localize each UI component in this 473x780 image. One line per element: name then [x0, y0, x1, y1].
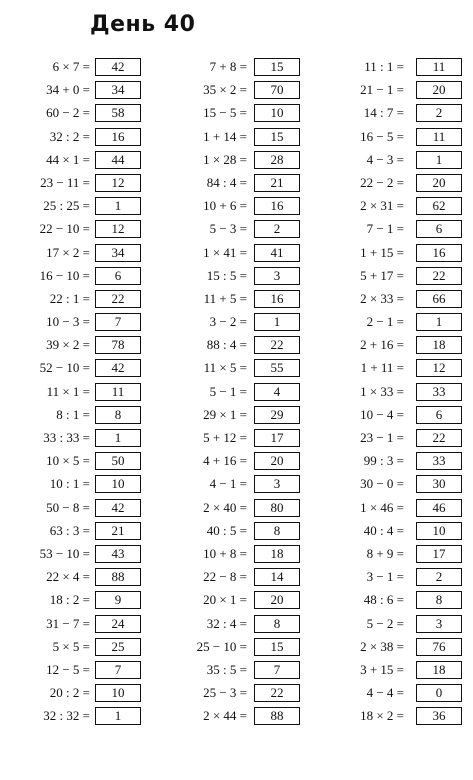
- answer-box[interactable]: 80: [254, 499, 300, 517]
- exercise-row: [157, 126, 314, 149]
- exercise-expression: 32 : 32 =: [43, 708, 90, 724]
- exercise-row: [0, 543, 157, 566]
- exercise-expression: 22 − 10 =: [39, 221, 90, 237]
- exercise-row: [157, 520, 314, 543]
- exercise-expression: 6 × 7 =: [52, 59, 90, 74]
- exercise-expression: 5 × 5 =: [52, 638, 90, 654]
- exercise-row: [314, 334, 471, 357]
- exercise-row: [157, 613, 314, 636]
- exercise-expression: 10 × 5 =: [46, 453, 90, 469]
- answer-box[interactable]: 25: [95, 638, 141, 656]
- exercise-row: [157, 566, 314, 589]
- answer-box[interactable]: 7: [254, 661, 300, 679]
- exercise-row: [0, 172, 157, 195]
- exercise-row: [314, 242, 471, 265]
- exercise-expression: 15 − 5 =: [203, 105, 247, 121]
- exercise-row: [314, 427, 471, 450]
- exercise-expression: 5 − 3 =: [209, 221, 247, 237]
- exercise-expression: 5 − 2 =: [366, 615, 404, 631]
- exercise-row: [157, 218, 314, 241]
- exercise-expression: 16 − 10 =: [39, 267, 90, 283]
- exercise-expression: 2 − 1 =: [366, 314, 404, 330]
- exercise-row: [314, 126, 471, 149]
- exercise-row: [157, 265, 314, 288]
- exercise-row: [314, 149, 471, 172]
- answer-box[interactable]: 17: [254, 429, 300, 447]
- exercise-expression: 18 : 2 =: [49, 592, 90, 608]
- exercise-row: [157, 381, 314, 404]
- answer-box[interactable]: 20: [254, 452, 300, 470]
- answer-box[interactable]: 3: [254, 267, 300, 285]
- exercise-expression: 63 : 3 =: [49, 522, 90, 538]
- exercise-expression: 16 − 5 =: [360, 128, 404, 144]
- answer-box[interactable]: 0: [416, 684, 462, 702]
- answer-box[interactable]: 20: [416, 174, 462, 192]
- answer-box[interactable]: 1: [254, 313, 300, 331]
- answer-box[interactable]: 50: [95, 452, 141, 470]
- exercise-expression: 23 − 11 =: [40, 174, 90, 190]
- exercise-expression: 4 − 3 =: [366, 151, 404, 167]
- exercise-expression: 40 : 4 =: [363, 522, 404, 538]
- answer-box[interactable]: 6: [416, 406, 462, 424]
- exercise-row: [157, 79, 314, 102]
- exercise-expression: 10 + 8 =: [203, 545, 247, 561]
- exercise-row: [157, 288, 314, 311]
- exercise-row: [314, 79, 471, 102]
- exercise-expression: 40 : 5 =: [206, 522, 247, 538]
- answer-box[interactable]: 6: [95, 267, 141, 285]
- exercise-row: [0, 427, 157, 450]
- exercise-row: [0, 473, 157, 496]
- answer-box[interactable]: 34: [95, 81, 141, 99]
- answer-box[interactable]: 21: [95, 522, 141, 540]
- exercise-row: [314, 357, 471, 380]
- exercise-row: [157, 242, 314, 265]
- answer-box[interactable]: 4: [254, 383, 300, 401]
- answer-box[interactable]: 6: [416, 220, 462, 238]
- exercise-row: [0, 102, 157, 125]
- answer-box[interactable]: 8: [416, 591, 462, 609]
- exercise-row: [314, 659, 471, 682]
- answer-box[interactable]: 28: [254, 151, 300, 169]
- answer-box[interactable]: 88: [95, 568, 141, 586]
- answer-box[interactable]: 10: [254, 104, 300, 122]
- exercise-expression: 8 + 9 =: [366, 545, 404, 561]
- exercise-expression: 35 × 2 =: [203, 82, 247, 98]
- answer-box[interactable]: 8: [254, 615, 300, 633]
- answer-box[interactable]: 22: [416, 429, 462, 447]
- exercise-expression: 4 − 4 =: [366, 685, 404, 701]
- answer-box[interactable]: 21: [254, 174, 300, 192]
- exercise-expression: 12 − 5 =: [46, 661, 90, 677]
- exercise-row: [157, 404, 314, 427]
- exercise-expression: 33 : 33 =: [43, 430, 90, 445]
- answer-box[interactable]: 11: [416, 128, 462, 146]
- answer-box[interactable]: 41: [254, 244, 300, 262]
- exercise-expression: 18 × 2 =: [360, 708, 404, 724]
- answer-box[interactable]: 8: [254, 522, 300, 540]
- answer-box[interactable]: 22: [416, 267, 462, 285]
- exercise-row: [0, 659, 157, 682]
- exercise-row: [0, 242, 157, 265]
- answer-box[interactable]: 18: [416, 661, 462, 679]
- exercise-expression: 1 + 11 =: [360, 360, 404, 376]
- exercise-expression: 32 : 4 =: [206, 615, 247, 631]
- answer-box[interactable]: 10: [95, 475, 141, 493]
- answer-box[interactable]: 16: [254, 290, 300, 308]
- answer-box[interactable]: 3: [254, 475, 300, 493]
- exercise-row: [0, 450, 157, 473]
- answer-box[interactable]: 42: [95, 58, 141, 76]
- answer-box[interactable]: 8: [95, 406, 141, 424]
- answer-box[interactable]: 46: [416, 499, 462, 517]
- exercise-expression: 2 × 31 =: [360, 198, 404, 214]
- answer-box[interactable]: 88: [254, 707, 300, 725]
- answer-box[interactable]: 22: [95, 290, 141, 308]
- exercise-row: [157, 102, 314, 125]
- exercise-expression: 11 × 5 =: [203, 360, 247, 376]
- exercise-expression: 29 × 1 =: [203, 406, 247, 422]
- exercise-expression: 11 : 1 =: [364, 59, 404, 74]
- answer-box[interactable]: 1: [95, 707, 141, 725]
- exercise-row: [0, 311, 157, 334]
- answer-box[interactable]: 2: [254, 220, 300, 238]
- answer-box[interactable]: 7: [95, 313, 141, 331]
- exercise-row: [314, 102, 471, 125]
- exercise-row: [157, 172, 314, 195]
- exercise-expression: 34 + 0 =: [46, 82, 90, 98]
- exercise-row: [157, 497, 314, 520]
- exercise-expression: 10 − 4 =: [360, 406, 404, 422]
- answer-box[interactable]: 12: [416, 359, 462, 377]
- exercise-row: [314, 265, 471, 288]
- exercise-expression: 53 − 10 =: [39, 545, 90, 561]
- exercise-row: [314, 195, 471, 218]
- exercise-expression: 3 − 1 =: [366, 569, 404, 585]
- exercise-row: [0, 126, 157, 149]
- answer-box[interactable]: 16: [254, 197, 300, 215]
- exercise-expression: 10 : 1 =: [49, 476, 90, 492]
- exercise-expression: 2 × 33 =: [360, 290, 404, 306]
- exercise-expression: 25 − 10 =: [196, 638, 247, 654]
- exercise-expression: 7 + 8 =: [209, 59, 247, 74]
- exercise-expression: 2 × 38 =: [360, 638, 404, 654]
- answer-box[interactable]: 14: [254, 568, 300, 586]
- answer-box[interactable]: 11: [416, 58, 462, 76]
- exercise-row: [0, 636, 157, 659]
- exercise-row: [314, 404, 471, 427]
- exercise-row: [0, 195, 157, 218]
- answer-box[interactable]: 36: [416, 707, 462, 725]
- exercise-row: [314, 682, 471, 705]
- exercise-row: [314, 450, 471, 473]
- answer-box[interactable]: 58: [95, 104, 141, 122]
- exercise-expression: 25 − 3 =: [203, 685, 247, 701]
- answer-box[interactable]: 20: [254, 591, 300, 609]
- exercise-expression: 60 − 2 =: [46, 105, 90, 121]
- answer-box[interactable]: 55: [254, 359, 300, 377]
- exercise-expression: 84 : 4 =: [206, 174, 247, 190]
- exercise-row: [0, 381, 157, 404]
- answer-box[interactable]: 18: [254, 545, 300, 563]
- exercise-column-3: [314, 56, 471, 728]
- exercise-expression: 3 − 2 =: [209, 314, 247, 330]
- exercise-row: [314, 636, 471, 659]
- exercise-expression: 10 + 6 =: [203, 198, 247, 214]
- exercise-row: [314, 543, 471, 566]
- exercise-row: [157, 56, 314, 79]
- exercise-expression: 4 + 16 =: [203, 453, 247, 469]
- exercise-row: [314, 288, 471, 311]
- answer-box[interactable]: 78: [95, 336, 141, 354]
- exercise-row: [314, 613, 471, 636]
- answer-box[interactable]: 22: [254, 336, 300, 354]
- exercise-row: [0, 265, 157, 288]
- answer-box[interactable]: 33: [416, 452, 462, 470]
- exercise-expression: 1 × 46 =: [360, 499, 404, 515]
- exercise-row: [157, 311, 314, 334]
- exercise-expression: 32 : 2 =: [49, 128, 90, 144]
- exercise-row: [314, 218, 471, 241]
- exercise-row: [157, 659, 314, 682]
- exercise-expression: 8 : 1 =: [56, 406, 90, 422]
- answer-box[interactable]: 11: [95, 383, 141, 401]
- answer-box[interactable]: 76: [416, 638, 462, 656]
- answer-box[interactable]: 62: [416, 197, 462, 215]
- answer-box[interactable]: 10: [95, 684, 141, 702]
- exercise-expression: 22 − 8 =: [203, 569, 247, 585]
- exercise-row: [0, 288, 157, 311]
- exercise-row: [0, 404, 157, 427]
- exercise-expression: 15 : 5 =: [206, 267, 247, 283]
- exercise-expression: 35 : 5 =: [206, 661, 247, 677]
- exercise-expression: 10 − 3 =: [46, 314, 90, 330]
- answer-box[interactable]: 16: [95, 128, 141, 146]
- exercise-expression: 20 × 1 =: [203, 592, 247, 608]
- exercise-row: [314, 473, 471, 496]
- answer-box[interactable]: 30: [416, 475, 462, 493]
- answer-box[interactable]: 17: [416, 545, 462, 563]
- exercise-expression: 22 × 4 =: [46, 569, 90, 585]
- exercise-row: [157, 636, 314, 659]
- answer-box[interactable]: 18: [416, 336, 462, 354]
- exercise-row: [314, 520, 471, 543]
- exercise-expression: 11 × 1 =: [46, 383, 90, 399]
- answer-box[interactable]: 1: [95, 197, 141, 215]
- exercise-expression: 3 + 15 =: [360, 661, 404, 677]
- answer-box[interactable]: 16: [416, 244, 462, 262]
- exercise-expression: 31 − 7 =: [46, 615, 90, 631]
- answer-box[interactable]: 34: [95, 244, 141, 262]
- answer-box[interactable]: 22: [254, 684, 300, 702]
- exercise-expression: 25 : 25 =: [43, 198, 90, 214]
- exercise-expression: 2 × 44 =: [203, 708, 247, 724]
- exercise-row: [157, 195, 314, 218]
- answer-box[interactable]: 12: [95, 174, 141, 192]
- exercise-expression: 21 − 1 =: [360, 82, 404, 98]
- answer-box[interactable]: 12: [95, 220, 141, 238]
- answer-box[interactable]: 44: [95, 151, 141, 169]
- answer-box[interactable]: 29: [254, 406, 300, 424]
- exercise-expression: 14 : 7 =: [363, 105, 404, 121]
- exercise-row: [157, 705, 314, 728]
- exercise-row: [0, 497, 157, 520]
- exercise-expression: 5 + 12 =: [203, 430, 247, 445]
- exercise-row: [314, 381, 471, 404]
- exercise-row: [157, 450, 314, 473]
- exercise-row: [157, 682, 314, 705]
- answer-box[interactable]: 15: [254, 58, 300, 76]
- answer-box[interactable]: 20: [416, 81, 462, 99]
- exercise-row: [314, 589, 471, 612]
- exercise-expression: 5 + 17 =: [360, 267, 404, 283]
- exercise-expression: 48 : 6 =: [363, 592, 404, 608]
- exercise-row: [314, 56, 471, 79]
- exercise-row: [157, 427, 314, 450]
- exercise-expression: 7 − 1 =: [366, 221, 404, 237]
- exercise-row: [0, 56, 157, 79]
- exercise-column-1: [0, 56, 157, 728]
- exercise-expression: 11 + 5 =: [203, 290, 247, 306]
- exercise-expression: 17 × 2 =: [46, 244, 90, 260]
- answer-box[interactable]: 2: [416, 104, 462, 122]
- exercise-row: [314, 311, 471, 334]
- exercise-expression: 4 − 1 =: [209, 476, 247, 492]
- exercise-expression: 1 + 14 =: [203, 128, 247, 144]
- exercise-row: [0, 682, 157, 705]
- answer-box[interactable]: 15: [254, 638, 300, 656]
- exercise-expression: 5 − 1 =: [209, 383, 247, 399]
- exercise-expression: 2 × 40 =: [203, 499, 247, 515]
- answer-box[interactable]: 70: [254, 81, 300, 99]
- answer-box[interactable]: 3: [416, 615, 462, 633]
- exercise-expression: 1 × 28 =: [203, 151, 247, 167]
- exercise-row: [0, 520, 157, 543]
- answer-box[interactable]: 1: [416, 313, 462, 331]
- exercise-row: [0, 566, 157, 589]
- exercise-expression: 88 : 4 =: [206, 337, 247, 353]
- answer-box[interactable]: 7: [95, 661, 141, 679]
- exercise-expression: 30 − 0 =: [360, 476, 404, 492]
- exercise-expression: 1 + 15 =: [360, 244, 404, 260]
- exercise-row: [314, 497, 471, 520]
- exercise-expression: 1 × 41 =: [203, 244, 247, 260]
- exercise-row: [157, 149, 314, 172]
- answer-box[interactable]: 66: [416, 290, 462, 308]
- exercise-row: [0, 149, 157, 172]
- exercise-row: [0, 357, 157, 380]
- exercise-row: [0, 613, 157, 636]
- exercise-row: [0, 218, 157, 241]
- exercise-row: [314, 172, 471, 195]
- answer-box[interactable]: 42: [95, 359, 141, 377]
- exercise-row: [0, 334, 157, 357]
- exercise-row: [157, 543, 314, 566]
- exercise-expression: 20 : 2 =: [49, 685, 90, 701]
- answer-box[interactable]: 10: [416, 522, 462, 540]
- exercise-row: [157, 334, 314, 357]
- exercise-expression: 50 − 8 =: [46, 499, 90, 515]
- exercise-row: [314, 566, 471, 589]
- answer-box[interactable]: 33: [416, 383, 462, 401]
- exercise-expression: 23 − 1 =: [360, 430, 404, 445]
- exercise-column-2: [157, 56, 314, 728]
- exercise-expression: 99 : 3 =: [363, 453, 404, 469]
- exercise-expression: 1 × 33 =: [360, 383, 404, 399]
- exercise-expression: 22 − 2 =: [360, 174, 404, 190]
- answer-box[interactable]: 1: [95, 429, 141, 447]
- exercise-expression: 44 × 1 =: [46, 151, 90, 167]
- answer-box[interactable]: 1: [416, 151, 462, 169]
- answer-box[interactable]: 9: [95, 591, 141, 609]
- exercise-row: [157, 357, 314, 380]
- exercise-expression: 39 × 2 =: [46, 337, 90, 353]
- exercise-row: [157, 589, 314, 612]
- answer-box[interactable]: 43: [95, 545, 141, 563]
- exercise-row: [0, 589, 157, 612]
- exercise-row: [157, 473, 314, 496]
- exercise-expression: 52 − 10 =: [39, 360, 90, 376]
- exercise-expression: 22 : 1 =: [49, 290, 90, 306]
- exercise-row: [314, 705, 471, 728]
- answer-box[interactable]: 15: [254, 128, 300, 146]
- exercise-row: [0, 705, 157, 728]
- answer-box[interactable]: 24: [95, 615, 141, 633]
- exercise-expression: 2 + 16 =: [360, 337, 404, 353]
- answer-box[interactable]: 42: [95, 499, 141, 517]
- answer-box[interactable]: 2: [416, 568, 462, 586]
- exercise-row: [0, 79, 157, 102]
- page-title: День 40: [90, 12, 196, 37]
